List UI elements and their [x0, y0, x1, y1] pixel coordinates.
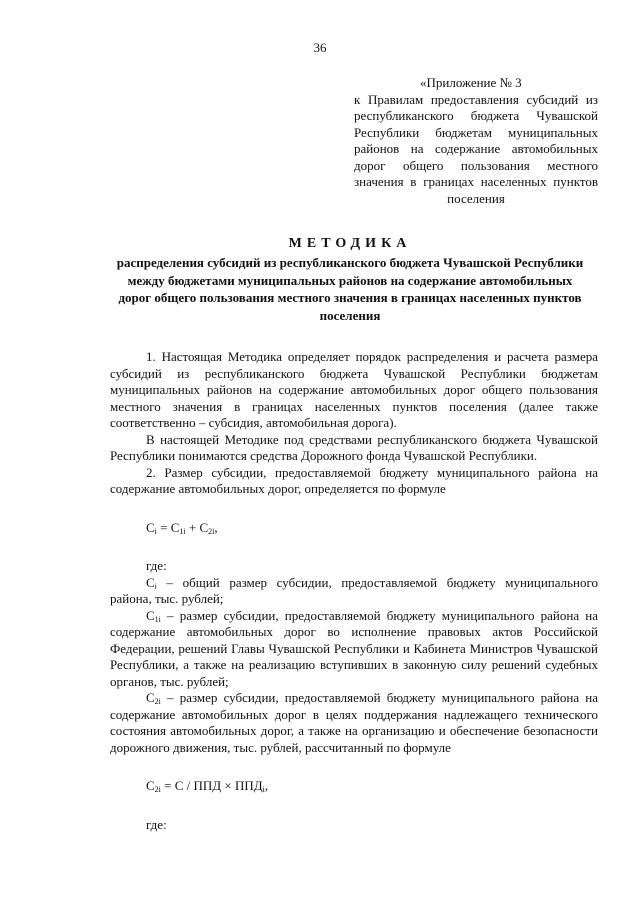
symbol-c1i-sub: 1i [154, 614, 161, 624]
symbol-ci-sub: i [154, 581, 157, 591]
formula-term1-sub: 1i [179, 526, 186, 536]
definition-c1i-text: – размер субсидии, предоставляемой бюджету муниципального района на содержание автомобильных дорог во исполнение правовых актов Российской Федерации, решений Главы Чувашской Республики и Кабинета Министров Чувашской Республики, а также на реализацию вступивших в законную силу решений судебных органов, тыс. рублей; [110, 607, 598, 689]
symbol-c1i: C [146, 607, 155, 623]
formula-lhs-sub: i [154, 526, 157, 536]
formula2-rhs: = C / ППД × ППД [160, 778, 263, 793]
formula2-rhs-sub: i [262, 785, 265, 794]
symbol-ci: C [146, 574, 155, 590]
formula-total-subsidy [110, 520, 598, 537]
appendix-body: к Правилам предоставления субсидий из республиканского бюджета Чувашской Республики бюджетам муниципальных районов на содержание автомобильных дорог общего пользования местного значения в границах населенных пунктов поселения [354, 91, 598, 206]
formula-eq: = [156, 519, 171, 535]
formula-term2: C [199, 519, 209, 535]
formula2-end: , [264, 778, 269, 793]
document-title: МЕТОДИКА [288, 236, 412, 251]
where-label-2: где: [146, 816, 167, 832]
definition-c1i [110, 608, 598, 691]
paragraph-2: В настоящей Методике под средствами республиканского бюджета Чувашской Республики понимаются средства Дорожного фонда Чувашской Республики. [110, 431, 598, 463]
symbol-c2i-sub: 2i [154, 697, 161, 706]
definition-ci [110, 575, 598, 608]
paragraph-1: 1. Настоящая Методика определяет порядок распределения и расчета размера субсидий из республиканского бюджета Чувашской Республики бюджетам муниципальных районов на содержание автомобильных дорог общего пользования местного значения в границах населенных пунктов поселения (далее также соответственно – субсидия, автомобильная дорога). [110, 349, 598, 430]
formula-end: , [214, 519, 218, 535]
formula2-lhs: C [146, 778, 155, 793]
formula2-lhs-sub: 2i [154, 785, 161, 794]
definition-ci-text: – общий размер субсидии, предоставляемой бюджету муниципального района, тыс. рублей; [110, 574, 598, 606]
paragraph-3: 2. Размер субсидии, предоставляемой бюджету муниципального района на содержание автомобильных дорог, определяется по формуле [110, 464, 598, 496]
appendix-block [354, 75, 598, 207]
page-number: 36 [313, 40, 327, 55]
formula-lhs: C [146, 519, 155, 535]
definition-c2i [110, 690, 598, 756]
formula-term1: C [170, 519, 180, 535]
document-subtitle: распределения субсидий из республиканского бюджета Чувашской Республики между бюджетами муниципальных районов на содержание автомобильных дорог общего пользования местного значения в границах населенных пунктов поселения [116, 255, 584, 323]
appendix-title: «Приложение № 3 [420, 75, 522, 90]
where-label-1: где: [146, 558, 167, 573]
formula-plus: + [185, 519, 200, 535]
symbol-c2i: C [146, 690, 155, 705]
definition-c2i-text: – размер субсидии, предоставляемой бюджету муниципального района на содержание автомобильных дорог в целях поддержания надлежащего технического состояния автомобильных дорог, а также на организацию и обеспечение безопасности дорожного движения, тыс. рублей, рассчитанный по формуле [110, 690, 598, 755]
document-heading [110, 236, 590, 324]
formula-c2i [110, 778, 598, 795]
document-body [110, 349, 598, 833]
formula-term2-sub: 2i [208, 526, 215, 536]
